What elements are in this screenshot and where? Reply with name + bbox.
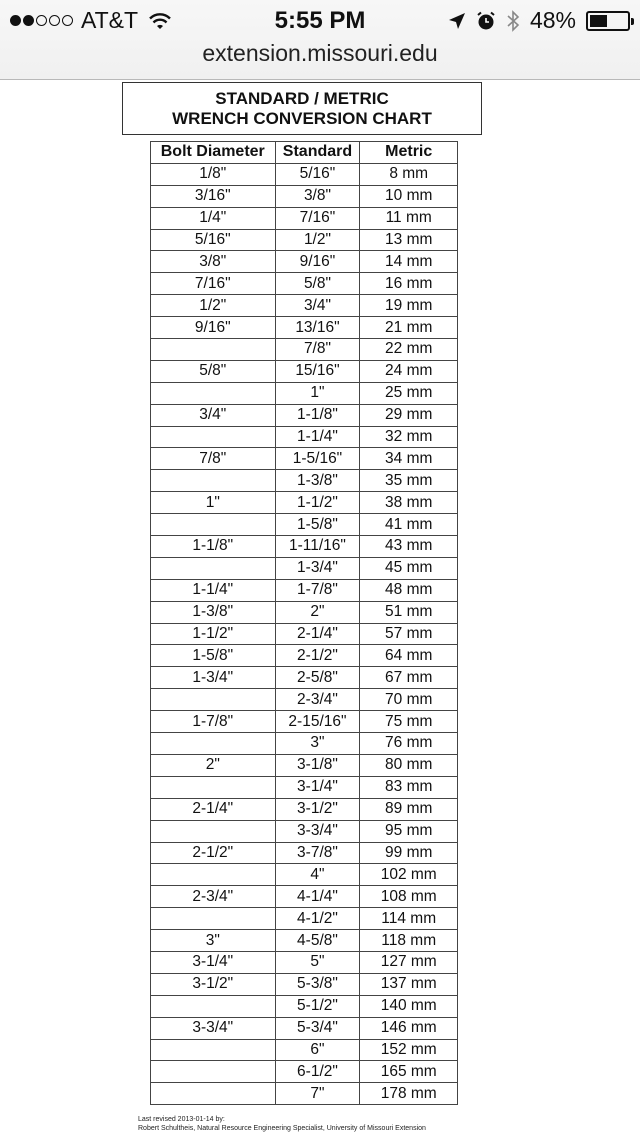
metric-cell: 41 mm bbox=[360, 514, 458, 536]
bolt-diameter-cell bbox=[151, 820, 276, 842]
bolt-diameter-cell bbox=[151, 557, 276, 579]
bolt-diameter-cell: 1/8" bbox=[151, 163, 276, 185]
table-row bbox=[151, 1039, 458, 1061]
metric-cell: 108 mm bbox=[360, 886, 458, 908]
bolt-diameter-cell: 2-1/2" bbox=[151, 842, 276, 864]
standard-cell: 2" bbox=[275, 601, 360, 623]
metric-cell: 118 mm bbox=[360, 930, 458, 952]
metric-cell: 57 mm bbox=[360, 623, 458, 645]
bolt-diameter-cell bbox=[151, 1061, 276, 1083]
bluetooth-icon bbox=[506, 10, 520, 32]
table-row bbox=[151, 426, 458, 448]
bolt-diameter-cell bbox=[151, 995, 276, 1017]
metric-cell: 89 mm bbox=[360, 798, 458, 820]
standard-cell: 1-3/8" bbox=[275, 470, 360, 492]
table-row bbox=[151, 382, 458, 404]
metric-cell: 70 mm bbox=[360, 689, 458, 711]
table-row bbox=[151, 645, 458, 667]
standard-cell: 2-3/4" bbox=[275, 689, 360, 711]
header-standard: Standard bbox=[275, 142, 360, 164]
bolt-diameter-cell: 2" bbox=[151, 754, 276, 776]
battery-percent: 48% bbox=[529, 7, 576, 33]
table-row bbox=[151, 1083, 458, 1105]
table-row bbox=[151, 404, 458, 426]
table-row bbox=[151, 536, 458, 558]
standard-cell: 1-7/8" bbox=[275, 579, 360, 601]
bolt-diameter-cell: 9/16" bbox=[151, 317, 276, 339]
table-row bbox=[151, 733, 458, 755]
bolt-diameter-cell bbox=[151, 382, 276, 404]
metric-cell: 140 mm bbox=[360, 995, 458, 1017]
metric-cell: 32 mm bbox=[360, 426, 458, 448]
standard-cell: 1-5/8" bbox=[275, 514, 360, 536]
bolt-diameter-cell bbox=[151, 426, 276, 448]
standard-cell: 2-5/8" bbox=[275, 667, 360, 689]
table-row bbox=[151, 579, 458, 601]
table-row bbox=[151, 557, 458, 579]
metric-cell: 22 mm bbox=[360, 339, 458, 361]
metric-cell: 8 mm bbox=[360, 163, 458, 185]
table-header-row bbox=[151, 142, 458, 164]
table-row bbox=[151, 689, 458, 711]
table-row bbox=[151, 754, 458, 776]
metric-cell: 14 mm bbox=[360, 251, 458, 273]
revision-author: Robert Schultheis, Natural Resource Engineering Specialist, University of Missouri Extension bbox=[138, 1125, 426, 1132]
table-row bbox=[151, 339, 458, 361]
table-row bbox=[151, 601, 458, 623]
metric-cell: 178 mm bbox=[360, 1083, 458, 1105]
table-row bbox=[151, 295, 458, 317]
bolt-diameter-cell: 3-1/2" bbox=[151, 973, 276, 995]
bolt-diameter-cell bbox=[151, 776, 276, 798]
standard-cell: 7/16" bbox=[275, 207, 360, 229]
bolt-diameter-cell: 5/8" bbox=[151, 360, 276, 382]
standard-cell: 1-1/8" bbox=[275, 404, 360, 426]
metric-cell: 137 mm bbox=[360, 973, 458, 995]
bolt-diameter-cell bbox=[151, 864, 276, 886]
metric-cell: 127 mm bbox=[360, 951, 458, 973]
standard-cell: 5-3/4" bbox=[275, 1017, 360, 1039]
standard-cell: 1/2" bbox=[275, 229, 360, 251]
metric-cell: 95 mm bbox=[360, 820, 458, 842]
metric-cell: 80 mm bbox=[360, 754, 458, 776]
metric-cell: 51 mm bbox=[360, 601, 458, 623]
metric-cell: 165 mm bbox=[360, 1061, 458, 1083]
standard-cell: 4-1/4" bbox=[275, 886, 360, 908]
bolt-diameter-cell: 5/16" bbox=[151, 229, 276, 251]
bolt-diameter-cell: 1/2" bbox=[151, 295, 276, 317]
bolt-diameter-cell: 1" bbox=[151, 492, 276, 514]
metric-cell: 114 mm bbox=[360, 908, 458, 930]
metric-cell: 34 mm bbox=[360, 448, 458, 470]
metric-cell: 10 mm bbox=[360, 185, 458, 207]
table-row bbox=[151, 995, 458, 1017]
metric-cell: 48 mm bbox=[360, 579, 458, 601]
table-row bbox=[151, 492, 458, 514]
alarm-clock-icon bbox=[476, 11, 496, 31]
table-row bbox=[151, 163, 458, 185]
table-row bbox=[151, 886, 458, 908]
metric-cell: 76 mm bbox=[360, 733, 458, 755]
metric-cell: 83 mm bbox=[360, 776, 458, 798]
metric-cell: 16 mm bbox=[360, 273, 458, 295]
bolt-diameter-cell: 1-3/4" bbox=[151, 667, 276, 689]
metric-cell: 99 mm bbox=[360, 842, 458, 864]
standard-cell: 5/16" bbox=[275, 163, 360, 185]
bolt-diameter-cell: 1-1/4" bbox=[151, 579, 276, 601]
signal-dots-icon bbox=[10, 15, 73, 26]
table-row bbox=[151, 514, 458, 536]
standard-cell: 3" bbox=[275, 733, 360, 755]
bolt-diameter-cell bbox=[151, 733, 276, 755]
metric-cell: 45 mm bbox=[360, 557, 458, 579]
metric-cell: 43 mm bbox=[360, 536, 458, 558]
standard-cell: 5" bbox=[275, 951, 360, 973]
standard-cell: 2-1/4" bbox=[275, 623, 360, 645]
chart-title-line1: STANDARD / METRIC bbox=[215, 89, 389, 108]
standard-cell: 1-1/2" bbox=[275, 492, 360, 514]
metric-cell: 152 mm bbox=[360, 1039, 458, 1061]
standard-cell: 3/8" bbox=[275, 185, 360, 207]
standard-cell: 4" bbox=[275, 864, 360, 886]
bolt-diameter-cell: 3/8" bbox=[151, 251, 276, 273]
standard-cell: 5-3/8" bbox=[275, 973, 360, 995]
table-row bbox=[151, 185, 458, 207]
metric-cell: 35 mm bbox=[360, 470, 458, 492]
standard-cell: 1-3/4" bbox=[275, 557, 360, 579]
bolt-diameter-cell bbox=[151, 1083, 276, 1105]
clock: 5:55 PM bbox=[274, 7, 366, 34]
bolt-diameter-cell: 1-7/8" bbox=[151, 711, 276, 733]
bolt-diameter-cell: 1-5/8" bbox=[151, 645, 276, 667]
standard-cell: 3-1/4" bbox=[275, 776, 360, 798]
metric-cell: 29 mm bbox=[360, 404, 458, 426]
bolt-diameter-cell: 3/4" bbox=[151, 404, 276, 426]
chart-title-box bbox=[122, 82, 482, 135]
revision-footer bbox=[138, 1115, 426, 1133]
table-row bbox=[151, 667, 458, 689]
bolt-diameter-cell: 3-3/4" bbox=[151, 1017, 276, 1039]
table-row bbox=[151, 229, 458, 251]
table-row bbox=[151, 207, 458, 229]
bolt-diameter-cell: 1/4" bbox=[151, 207, 276, 229]
standard-cell: 15/16" bbox=[275, 360, 360, 382]
bolt-diameter-cell: 3" bbox=[151, 930, 276, 952]
bolt-diameter-cell bbox=[151, 339, 276, 361]
table-row bbox=[151, 842, 458, 864]
table-row bbox=[151, 711, 458, 733]
location-arrow-icon bbox=[448, 12, 466, 30]
metric-cell: 24 mm bbox=[360, 360, 458, 382]
standard-cell: 1-11/16" bbox=[275, 536, 360, 558]
header-bolt-diameter: Bolt Diameter bbox=[151, 142, 276, 164]
standard-cell: 9/16" bbox=[275, 251, 360, 273]
table-row bbox=[151, 448, 458, 470]
table-row bbox=[151, 820, 458, 842]
bolt-diameter-cell bbox=[151, 470, 276, 492]
table-row bbox=[151, 317, 458, 339]
table-row bbox=[151, 798, 458, 820]
metric-cell: 13 mm bbox=[360, 229, 458, 251]
standard-cell: 1-1/4" bbox=[275, 426, 360, 448]
bolt-diameter-cell: 3/16" bbox=[151, 185, 276, 207]
table-row bbox=[151, 251, 458, 273]
table-row bbox=[151, 1061, 458, 1083]
metric-cell: 75 mm bbox=[360, 711, 458, 733]
standard-cell: 7/8" bbox=[275, 339, 360, 361]
url-bar[interactable]: extension.missouri.edu bbox=[202, 40, 438, 66]
metric-cell: 19 mm bbox=[360, 295, 458, 317]
standard-cell: 4-5/8" bbox=[275, 930, 360, 952]
header-metric: Metric bbox=[360, 142, 458, 164]
table-row bbox=[151, 1017, 458, 1039]
standard-cell: 5/8" bbox=[275, 273, 360, 295]
standard-cell: 4-1/2" bbox=[275, 908, 360, 930]
table-row bbox=[151, 973, 458, 995]
standard-cell: 5-1/2" bbox=[275, 995, 360, 1017]
bolt-diameter-cell: 1-1/2" bbox=[151, 623, 276, 645]
standard-cell: 3-1/2" bbox=[275, 798, 360, 820]
bolt-diameter-cell: 7/8" bbox=[151, 448, 276, 470]
metric-cell: 64 mm bbox=[360, 645, 458, 667]
revision-date: Last revised 2013-01-14 by: bbox=[138, 1116, 225, 1123]
standard-cell: 3-3/4" bbox=[275, 820, 360, 842]
standard-cell: 6-1/2" bbox=[275, 1061, 360, 1083]
battery-icon bbox=[586, 11, 630, 31]
wrench-conversion-table bbox=[150, 141, 458, 1105]
bolt-diameter-cell: 3-1/4" bbox=[151, 951, 276, 973]
standard-cell: 1-5/16" bbox=[275, 448, 360, 470]
metric-cell: 67 mm bbox=[360, 667, 458, 689]
metric-cell: 11 mm bbox=[360, 207, 458, 229]
bolt-diameter-cell: 1-3/8" bbox=[151, 601, 276, 623]
metric-cell: 102 mm bbox=[360, 864, 458, 886]
table-row bbox=[151, 623, 458, 645]
table-row bbox=[151, 864, 458, 886]
standard-cell: 3-1/8" bbox=[275, 754, 360, 776]
standard-cell: 7" bbox=[275, 1083, 360, 1105]
bolt-diameter-cell: 1-1/8" bbox=[151, 536, 276, 558]
metric-cell: 21 mm bbox=[360, 317, 458, 339]
bolt-diameter-cell bbox=[151, 514, 276, 536]
table-row bbox=[151, 930, 458, 952]
table-row bbox=[151, 908, 458, 930]
metric-cell: 38 mm bbox=[360, 492, 458, 514]
standard-cell: 2-1/2" bbox=[275, 645, 360, 667]
table-row bbox=[151, 360, 458, 382]
standard-cell: 13/16" bbox=[275, 317, 360, 339]
table-row bbox=[151, 951, 458, 973]
chart-title-line2: WRENCH CONVERSION CHART bbox=[172, 109, 432, 128]
table-row bbox=[151, 273, 458, 295]
bolt-diameter-cell bbox=[151, 689, 276, 711]
bolt-diameter-cell: 2-1/4" bbox=[151, 798, 276, 820]
wifi-icon bbox=[148, 11, 172, 31]
status-bar bbox=[0, 0, 640, 40]
bolt-diameter-cell: 2-3/4" bbox=[151, 886, 276, 908]
standard-cell: 6" bbox=[275, 1039, 360, 1061]
table-row bbox=[151, 470, 458, 492]
standard-cell: 3-7/8" bbox=[275, 842, 360, 864]
bolt-diameter-cell bbox=[151, 1039, 276, 1061]
metric-cell: 146 mm bbox=[360, 1017, 458, 1039]
browser-top-bar bbox=[0, 0, 640, 80]
bolt-diameter-cell: 7/16" bbox=[151, 273, 276, 295]
carrier-label: AT&T bbox=[81, 7, 139, 33]
standard-cell: 1" bbox=[275, 382, 360, 404]
standard-cell: 3/4" bbox=[275, 295, 360, 317]
bolt-diameter-cell bbox=[151, 908, 276, 930]
metric-cell: 25 mm bbox=[360, 382, 458, 404]
standard-cell: 2-15/16" bbox=[275, 711, 360, 733]
table-row bbox=[151, 776, 458, 798]
